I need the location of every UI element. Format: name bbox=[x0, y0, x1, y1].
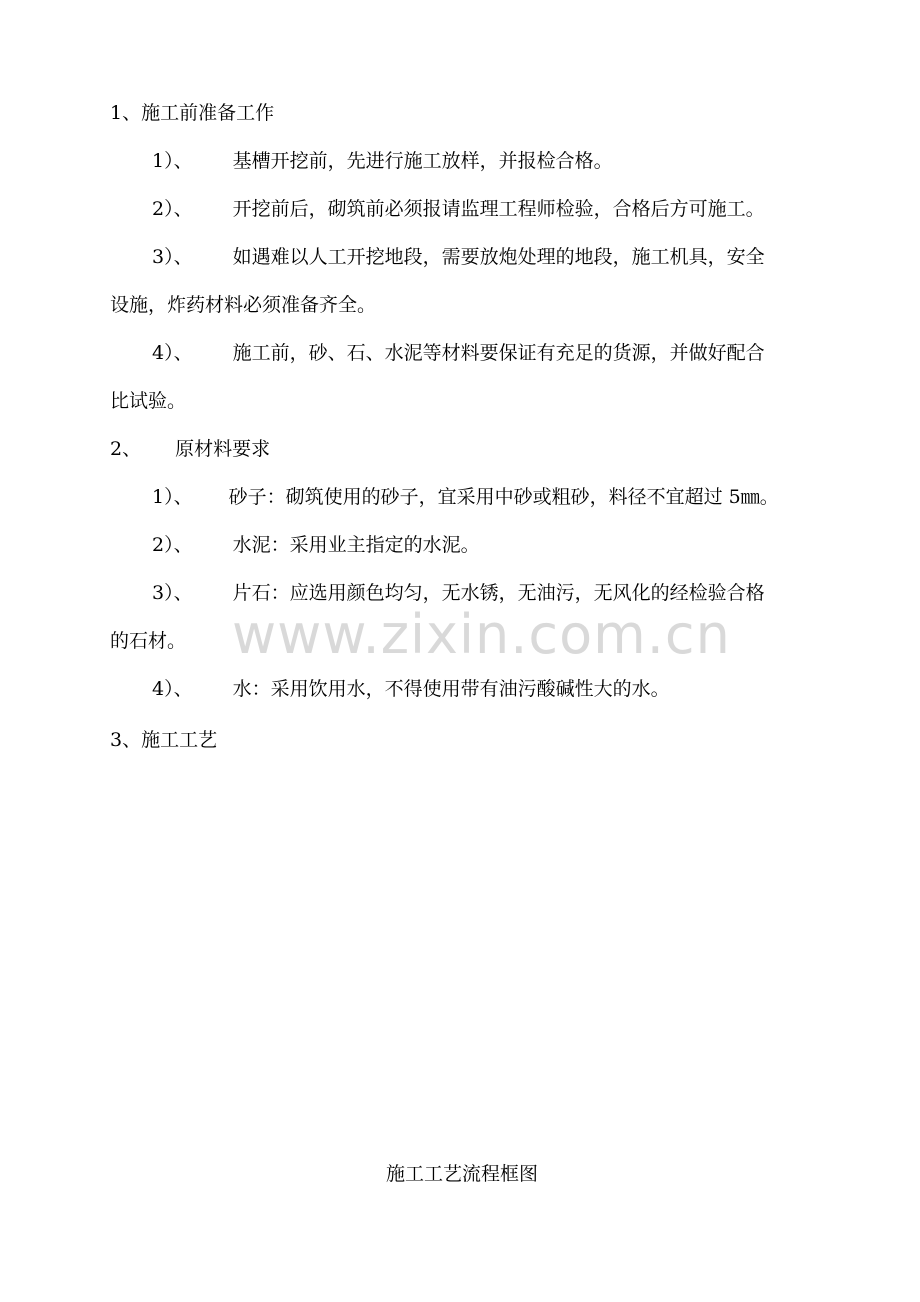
item-text-continuation: 设施，炸药材料必须准备齐全。 bbox=[110, 294, 377, 316]
heading-text: 原材料要求 bbox=[175, 438, 271, 460]
item-number: 3）、 bbox=[152, 246, 193, 268]
list-item bbox=[152, 676, 670, 702]
list-item bbox=[152, 532, 480, 558]
watermark: www.zixin.com.cn bbox=[232, 603, 731, 666]
section-1-heading: 1、施工前准备工作 bbox=[110, 102, 275, 124]
item-text-continuation: 比试验。 bbox=[110, 390, 187, 412]
item-text: 施工前，砂、石、水泥等材料要保证有充足的货源，并做好配合 bbox=[232, 342, 765, 364]
item-text: 水泥：采用业主指定的水泥。 bbox=[232, 534, 480, 556]
item-text: 开挖前后，砌筑前必须报请监理工程师检验，合格后方可施工。 bbox=[232, 198, 765, 220]
item-number: 4）、 bbox=[152, 678, 193, 700]
list-item bbox=[152, 148, 613, 174]
section-3-heading: 3、施工工艺 bbox=[110, 729, 218, 751]
list-item bbox=[152, 244, 765, 270]
list-item bbox=[152, 484, 779, 510]
item-text: 水：采用饮用水，不得使用带有油污酸碱性大的水。 bbox=[232, 678, 670, 700]
item-number: 2）、 bbox=[152, 198, 193, 220]
item-number: 1）、 bbox=[152, 486, 193, 508]
item-text-continuation: 的石材。 bbox=[110, 630, 187, 652]
item-number: 1）、 bbox=[152, 150, 193, 172]
item-number: 3）、 bbox=[152, 582, 193, 604]
item-text: 如遇难以人工开挖地段，需要放炮处理的地段，施工机具，安全 bbox=[232, 246, 765, 268]
item-text: 砂子：砌筑使用的砂子，宜采用中砂或粗砂，料径不宜超过 5㎜。 bbox=[228, 486, 779, 508]
list-item bbox=[152, 340, 765, 366]
item-text: 片石：应选用颜色均匀，无水锈，无油污，无风化的经检验合格 bbox=[232, 582, 765, 604]
figure-caption: 施工工艺流程框图 bbox=[386, 1163, 539, 1185]
item-number: 2）、 bbox=[152, 534, 193, 556]
item-number: 4）、 bbox=[152, 342, 193, 364]
item-text: 基槽开挖前，先进行施工放样，并报检合格。 bbox=[232, 150, 613, 172]
section-2-heading bbox=[110, 436, 270, 462]
heading-number: 2、 bbox=[110, 438, 142, 460]
list-item bbox=[152, 196, 765, 222]
